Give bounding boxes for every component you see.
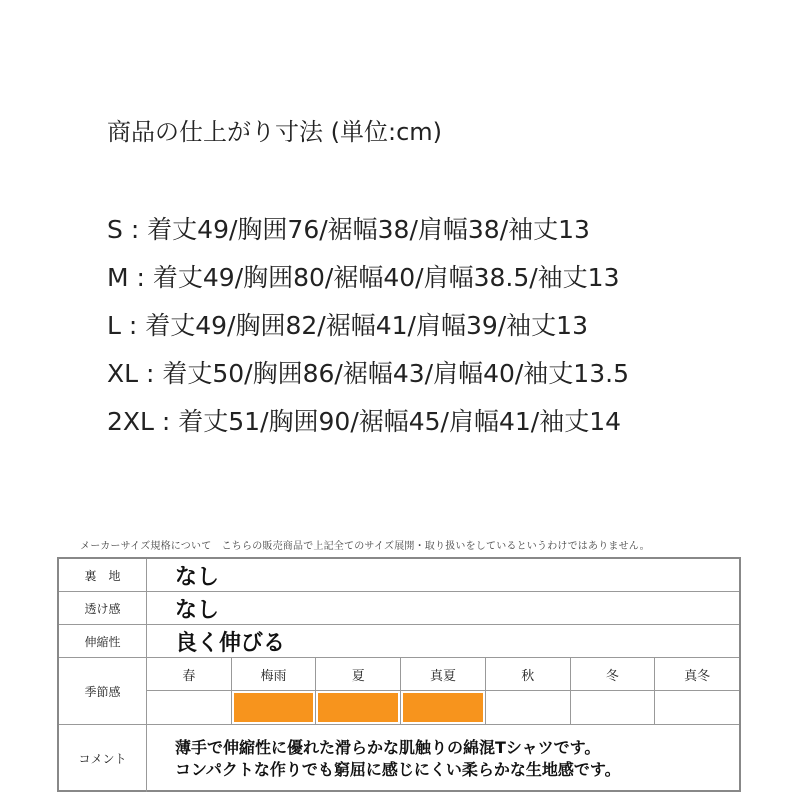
lining-label: 裏 地 — [59, 559, 147, 591]
spec-row-comment — [59, 725, 739, 792]
season-name: 秋 — [485, 658, 570, 691]
season-indicator — [146, 691, 231, 724]
spec-table — [57, 557, 741, 792]
season-indicator — [231, 691, 316, 724]
stretch-value: 良く伸びる — [175, 630, 286, 656]
spec-row-stretch — [59, 625, 739, 658]
season-indicator — [570, 691, 655, 724]
season-name: 春 — [146, 658, 231, 691]
size-list — [107, 206, 629, 446]
season-name: 冬 — [570, 658, 655, 691]
size-row-2xl: 2XL : 着丈51/胸囲90/裾幅45/肩幅41/袖丈14 — [107, 407, 622, 436]
season-grid — [146, 658, 739, 724]
size-row-m: M : 着丈49/胸囲80/裾幅40/肩幅38.5/袖丈13 — [107, 263, 620, 292]
season-indicator — [654, 691, 739, 724]
season-name: 夏 — [315, 658, 400, 691]
spec-row-lining — [59, 559, 739, 592]
sheer-value: なし — [175, 597, 220, 623]
season-indicator — [485, 691, 570, 724]
page-title: 商品の仕上がり寸法 (単位:cm) — [107, 118, 443, 146]
season-fill-bar — [403, 693, 483, 722]
season-name: 真冬 — [654, 658, 739, 691]
size-note: メーカーサイズ規格について こちらの販売商品で上記全てのサイズ展開・取り扱いをしているというわけではありません。 — [80, 541, 650, 552]
season-fill-bar — [234, 693, 314, 722]
size-row-l: L : 着丈49/胸囲82/裾幅41/肩幅39/袖丈13 — [107, 311, 588, 340]
lining-value: なし — [175, 564, 220, 590]
season-name: 梅雨 — [231, 658, 316, 691]
size-row-xl: XL : 着丈50/胸囲86/裾幅43/肩幅40/袖丈13.5 — [107, 359, 629, 388]
sheer-label: 透け感 — [59, 592, 147, 624]
stretch-label: 伸縮性 — [59, 625, 147, 657]
comment-text — [175, 737, 621, 781]
comment-line: コンパクトな作りでも窮屈に感じにくい柔らかな生地感です。 — [175, 760, 621, 779]
comment-line: 薄手で伸縮性に優れた滑らかな肌触りの綿混Tシャツです。 — [175, 738, 601, 757]
size-row-s: S : 着丈49/胸囲76/裾幅38/肩幅38/袖丈13 — [107, 215, 590, 244]
season-fill-bar — [318, 693, 398, 722]
season-label: 季節感 — [59, 658, 147, 724]
spec-row-sheer — [59, 592, 739, 625]
comment-label: コメント — [59, 725, 147, 792]
season-indicator — [315, 691, 400, 724]
season-name: 真夏 — [400, 658, 485, 691]
season-indicator — [400, 691, 485, 724]
spec-row-season — [59, 658, 739, 725]
